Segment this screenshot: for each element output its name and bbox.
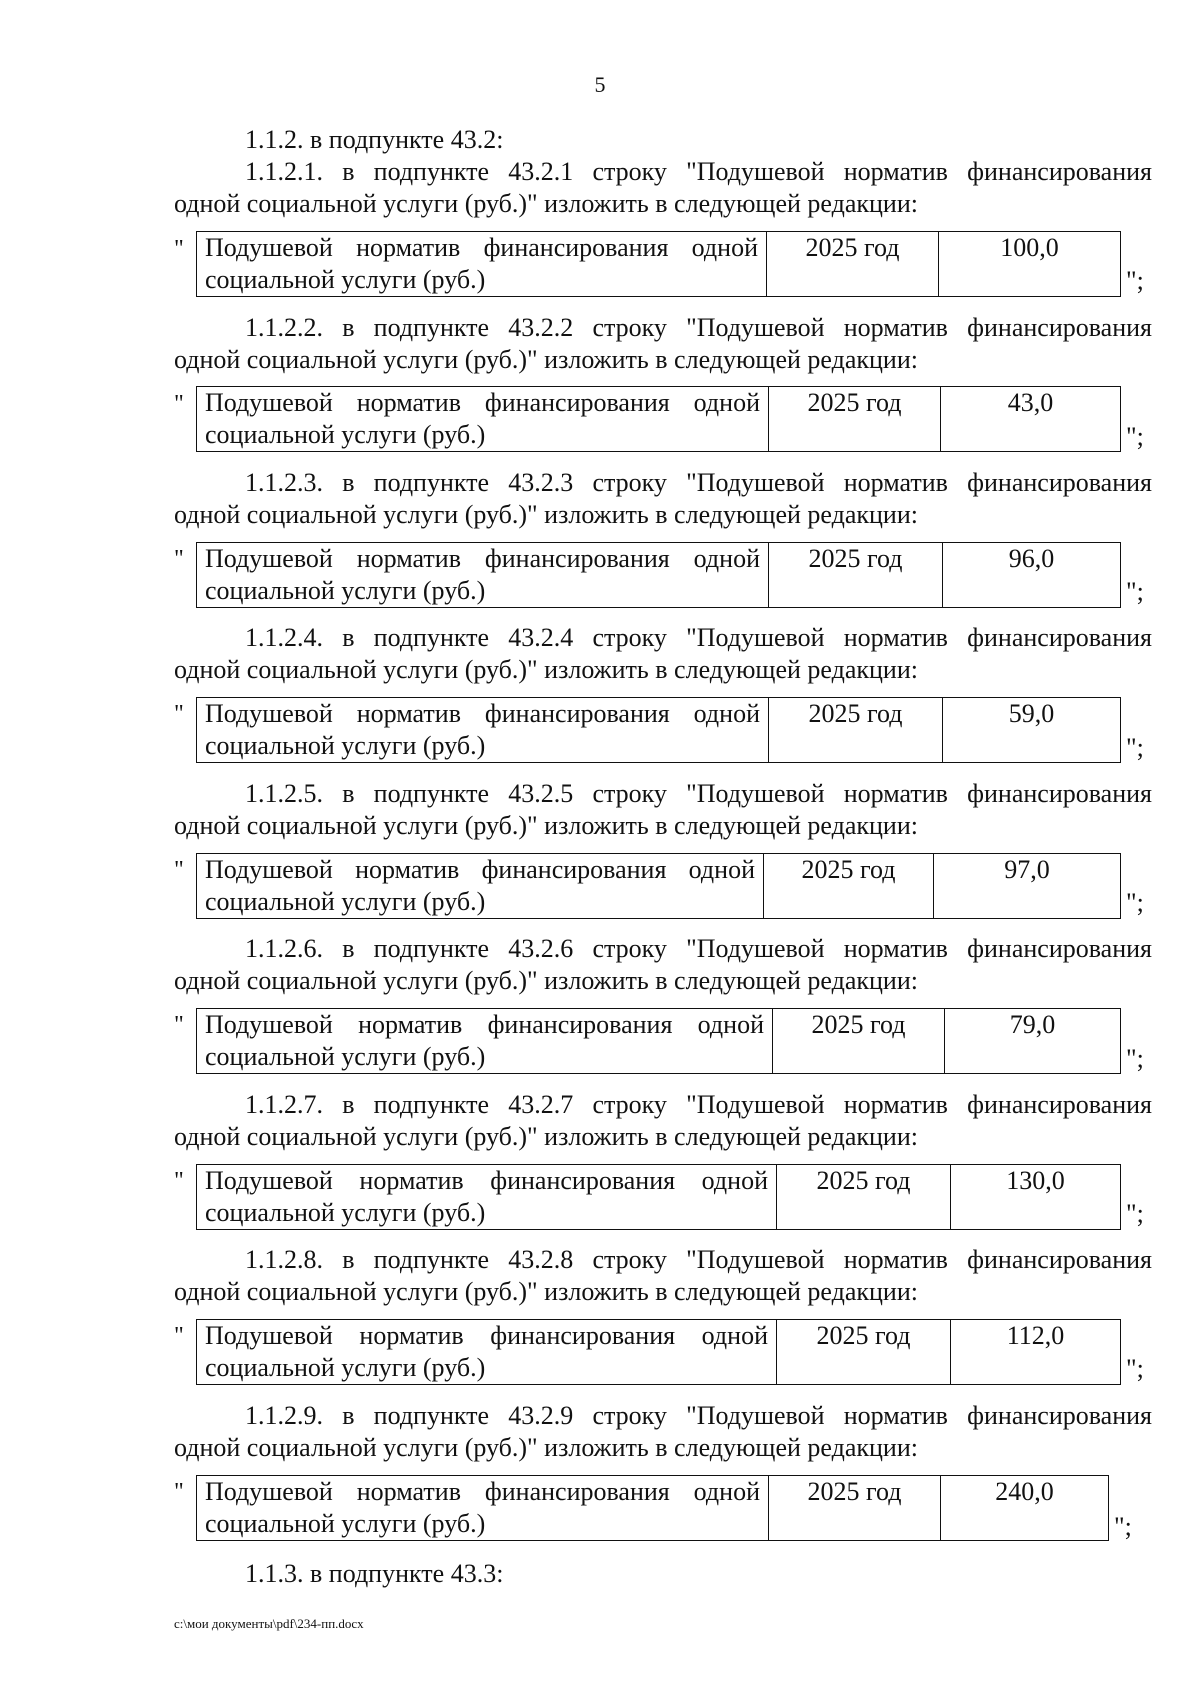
intro-line-1: 1.1.2.6. в подпункте 43.2.6 строку "Подушевой норматив финансирования: [245, 934, 1152, 963]
intro-line-2: одной социальной услуги (руб.)" изложить в следующей редакции:: [174, 1277, 918, 1306]
table-row: [197, 1165, 1121, 1230]
replacement-table: [196, 1164, 1121, 1230]
value-cell: 79,0: [945, 1009, 1121, 1074]
close-quote: ";: [1126, 266, 1144, 295]
heading-subitem-1-1-3: 1.1.3. в подпункте 43.3:: [245, 1559, 504, 1588]
table-row: [197, 854, 1121, 919]
name-cell: Подушевой норматив финансирования одной социальной услуги (руб.): [197, 543, 769, 608]
value-cell: 97,0: [934, 854, 1121, 919]
year-cell: 2025 год: [767, 232, 939, 297]
value-cell: 43,0: [941, 387, 1121, 452]
item-intro: [174, 1400, 1152, 1464]
year-cell: 2025 год: [769, 387, 941, 452]
year-cell: 2025 год: [777, 1165, 951, 1230]
open-quote: ": [174, 1012, 184, 1038]
table-row: [197, 698, 1121, 763]
intro-line-1: 1.1.2.4. в подпункте 43.2.4 строку "Подушевой норматив финансирования: [245, 623, 1152, 652]
name-cell: Подушевой норматив финансирования одной социальной услуги (руб.): [197, 232, 767, 297]
close-quote: ";: [1126, 1354, 1144, 1383]
replacement-table: [196, 697, 1121, 763]
value-cell: 96,0: [943, 543, 1121, 608]
intro-line-2: одной социальной услуги (руб.)" изложить в следующей редакции:: [174, 655, 918, 684]
name-cell: Подушевой норматив финансирования одной социальной услуги (руб.): [197, 1009, 773, 1074]
table-row: [197, 1009, 1121, 1074]
value-cell: 130,0: [951, 1165, 1121, 1230]
name-cell: Подушевой норматив финансирования одной социальной услуги (руб.): [197, 854, 764, 919]
table-row: [197, 543, 1121, 608]
year-cell: 2025 год: [773, 1009, 945, 1074]
replacement-table: [196, 1319, 1121, 1385]
value-cell: 240,0: [941, 1476, 1109, 1541]
name-cell: Подушевой норматив финансирования одной социальной услуги (руб.): [197, 1320, 777, 1385]
intro-line-1: 1.1.2.9. в подпункте 43.2.9 строку "Подушевой норматив финансирования: [245, 1401, 1152, 1430]
item-intro: [174, 156, 1152, 220]
intro-line-1: 1.1.2.3. в подпункте 43.2.3 строку "Подушевой норматив финансирования: [245, 468, 1152, 497]
item-intro: [174, 622, 1152, 686]
footer-file-path: c:\мои документы\pdf\234-пп.docx: [174, 1616, 364, 1631]
item-intro: [174, 467, 1152, 531]
page-number: 5: [594, 72, 606, 97]
close-quote: ";: [1126, 577, 1144, 606]
open-quote: ": [174, 1168, 184, 1194]
item-intro: [174, 312, 1152, 376]
intro-line-1: 1.1.2.5. в подпункте 43.2.5 строку "Подушевой норматив финансирования: [245, 779, 1152, 808]
replacement-table: [196, 1475, 1109, 1541]
heading-subitem-1-1-2: 1.1.2. в подпункте 43.2:: [245, 125, 504, 154]
intro-line-2: одной социальной услуги (руб.)" изложить в следующей редакции:: [174, 1122, 918, 1151]
table-row: [197, 232, 1121, 297]
close-quote: ";: [1114, 1512, 1132, 1541]
intro-line-1: 1.1.2.8. в подпункте 43.2.8 строку "Подушевой норматив финансирования: [245, 1245, 1152, 1274]
table-row: [197, 1476, 1109, 1541]
close-quote: ";: [1126, 1044, 1144, 1073]
year-cell: 2025 год: [769, 1476, 941, 1541]
replacement-table: [196, 386, 1121, 452]
open-quote: ": [174, 1323, 184, 1349]
replacement-table: [196, 853, 1121, 919]
intro-line-2: одной социальной услуги (руб.)" изложить в следующей редакции:: [174, 500, 918, 529]
name-cell: Подушевой норматив финансирования одной социальной услуги (руб.): [197, 698, 769, 763]
year-cell: 2025 год: [777, 1320, 951, 1385]
name-cell: Подушевой норматив финансирования одной социальной услуги (руб.): [197, 1165, 777, 1230]
open-quote: ": [174, 1479, 184, 1505]
open-quote: ": [174, 391, 184, 417]
table-row: [197, 387, 1121, 452]
value-cell: 59,0: [943, 698, 1121, 763]
item-intro: [174, 1089, 1152, 1153]
open-quote: ": [174, 701, 184, 727]
intro-line-2: одной социальной услуги (руб.)" изложить в следующей редакции:: [174, 345, 918, 374]
item-intro: [174, 933, 1152, 997]
close-quote: ";: [1126, 888, 1144, 917]
year-cell: 2025 год: [764, 854, 934, 919]
intro-line-1: 1.1.2.1. в подпункте 43.2.1 строку "Подушевой норматив финансирования: [245, 157, 1152, 186]
name-cell: Подушевой норматив финансирования одной социальной услуги (руб.): [197, 387, 769, 452]
value-cell: 112,0: [951, 1320, 1121, 1385]
open-quote: ": [174, 857, 184, 883]
open-quote: ": [174, 236, 184, 262]
intro-line-2: одной социальной услуги (руб.)" изложить в следующей редакции:: [174, 811, 918, 840]
intro-line-2: одной социальной услуги (руб.)" изложить в следующей редакции:: [174, 189, 918, 218]
replacement-table: [196, 231, 1121, 297]
replacement-table: [196, 1008, 1121, 1074]
intro-line-1: 1.1.2.7. в подпункте 43.2.7 строку "Подушевой норматив финансирования: [245, 1090, 1152, 1119]
year-cell: 2025 год: [769, 543, 943, 608]
intro-line-1: 1.1.2.2. в подпункте 43.2.2 строку "Подушевой норматив финансирования: [245, 313, 1152, 342]
close-quote: ";: [1126, 733, 1144, 762]
name-cell: Подушевой норматив финансирования одной социальной услуги (руб.): [197, 1476, 769, 1541]
value-cell: 100,0: [939, 232, 1121, 297]
year-cell: 2025 год: [769, 698, 943, 763]
item-intro: [174, 1244, 1152, 1308]
table-row: [197, 1320, 1121, 1385]
open-quote: ": [174, 546, 184, 572]
replacement-table: [196, 542, 1121, 608]
close-quote: ";: [1126, 422, 1144, 451]
item-intro: [174, 778, 1152, 842]
intro-line-2: одной социальной услуги (руб.)" изложить в следующей редакции:: [174, 1433, 918, 1462]
close-quote: ";: [1126, 1199, 1144, 1228]
intro-line-2: одной социальной услуги (руб.)" изложить в следующей редакции:: [174, 966, 918, 995]
